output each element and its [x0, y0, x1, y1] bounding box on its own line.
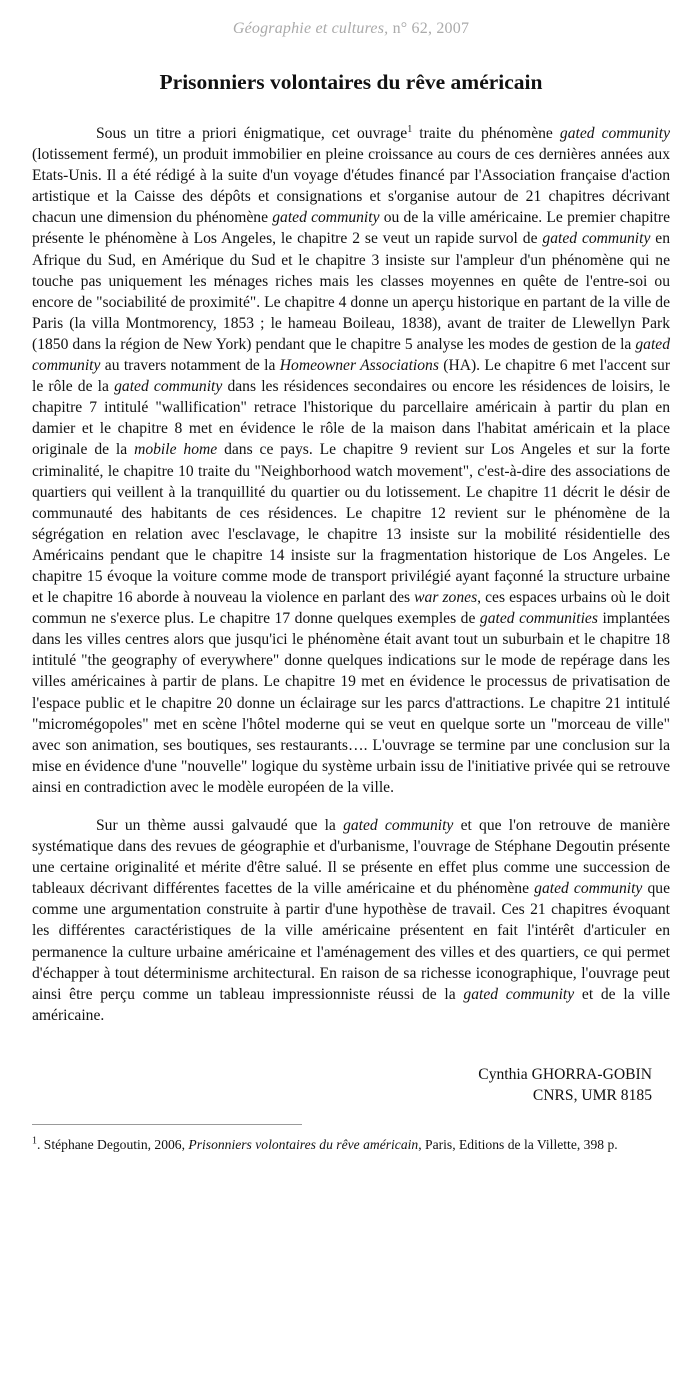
- italic-term: gated community: [343, 817, 454, 834]
- italic-term: gated community: [463, 985, 575, 1003]
- paragraph-assessment: [32, 815, 670, 1026]
- text-run: Sous un titre a priori énigmatique, cet ouvrage: [96, 125, 408, 142]
- author-name: Cynthia GHORRA-GOBIN: [478, 1065, 652, 1083]
- running-header: [32, 0, 670, 42]
- text-run: et que l'on retrouve de manière systématique dans des revues de géographie et d'urbanisme, l'ouvrage de Stéphane Degoutin présente une certaine originalité et mérite d'être salué. Il se présente en effet plus comme une succession de tableaux décrivant différentes facettes de la ville américaine et du phénomène: [32, 817, 671, 898]
- text-run: dans ce pays. Le chapitre 9 revient sur Los Angeles et sur la forte criminalité, le chapitre 10 traite du "Neighborhood watch movement", c'est-à-dire des associations de quartiers qui veillent à la tranquillité du quartier ou du lotissement. Le chapitre 11 décrit le désir de communauté des habitants de ces résidences. Le chapitre 12 revient sur le phénomène de la ségrégation en relation avec l'esclavage, le chapitre 13 insiste sur la mobilité résidentielle des Américains pendant que le chapitre 14 insiste sur la fragmentation historique de Los Angeles. Le chapitre 15 évoque la voiture comme mode de transport privilégié ayant façonné la structure urbaine et le chapitre 16 aborde à nouveau la violence en parlant des: [32, 441, 670, 607]
- italic-term: gated community: [32, 335, 670, 375]
- italic-term: gated communities: [479, 610, 598, 628]
- text-run: dans les résidences secondaires ou encore les résidences de loisirs, le chapitre 7 intitulé "wallification" retrace l'historique du parcellaire américain à partir du plan en damier et le chapitre 8 met en évidence le rôle de la maison dans l'habitat américain et la place originale de la: [32, 378, 670, 459]
- italic-term: war zones: [414, 589, 478, 607]
- text-run: en Afrique du Sud, en Amérique du Sud et le chapitre 3 insiste sur l'ampleur d'un phénomène qui ne touche pas uniquement les ménages riches mais les classes moyennes en quête de l'entre-soi ou encore de "sociabilité de proximité". Le chapitre 4 donne un aperçu historique en partant de la ville de Paris (la villa Montmorency, 1853 ; le hameau Boileau, 1838), avant de traiter de Llewellyn Park (1850 dans la région de New York) pendant que le chapitre 5 analyse les modes de gestion de la: [32, 230, 670, 353]
- article-title: Prisonniers volontaires du rêve américain: [159, 70, 543, 94]
- journal-name: Géographie et cultures,: [232, 20, 389, 37]
- italic-term: Homeowner Associations: [279, 357, 439, 375]
- italic-term: gated community: [272, 209, 380, 227]
- italic-term: gated community: [534, 880, 643, 898]
- footnote-divider: [32, 1124, 302, 1125]
- italic-term: Prisonniers volontaires du rêve américain: [188, 1136, 419, 1152]
- author-affiliation: CNRS, UMR 8185: [532, 1086, 652, 1104]
- italic-term: mobile home: [134, 441, 218, 459]
- text-run: (HA). Le chapitre 6 met l'accent sur le rôle de la: [32, 357, 671, 396]
- text-run: , Paris, Editions de la Villette, 398 p.: [418, 1136, 618, 1152]
- author-signature: [32, 1064, 670, 1106]
- italic-term: gated community: [114, 378, 223, 396]
- text-run: et de la ville américaine.: [32, 985, 671, 1024]
- paragraph-summary: [32, 123, 670, 798]
- italic-term: gated community: [559, 125, 670, 142]
- text-run: , ces espaces urbains où le doit commun ne s'exerce plus. Le chapitre 17 donne quelques exemples de: [32, 589, 670, 628]
- text-run: Sur un thème aussi galvaudé que la: [96, 817, 344, 834]
- text-run: au travers notamment de la: [100, 357, 280, 375]
- text-run: que comme une argumentation construite à partir d'une hypothèse de travail. Ces 21 chapitres évoquant les différentes caractéristiques de la ville américaine présentent en fait l'intérêt d'articuler en permanence la culture urbaine américaine et l'aménagement des villes et des quartiers, ce qui permet d'échapper à tout déterminisme architectural. En raison de sa richesse iconographique, l'ouvrage peut ainsi être perçu comme un tableau impressionniste réussi de la: [32, 880, 670, 1003]
- text-run: (lotissement fermé), un produit immobilier en pleine croissance au cours de ces dernières années aux Etats-Unis. Il a été rédigé à la suite d'un voyage d'études financé par l'Association française d'action artistique et la Caisse des dépôts et consignations et s'organise autour de 21 chapitres décrivant chacun une dimension du phénomène: [32, 146, 670, 227]
- text-run: implantées dans les villes centres alors que jusqu'ici le phénomène était avant tout un suburbain et le chapitre 18 intitulé "the geography of everywhere" donne quelques indications sur le mode de repérage dans les villes américaines à partir de plans. Le chapitre 19 met en évidence le processus de privatisation de l'espace public et le chapitre 20 donne un éclairage sur les parcs d'attractions. Le chapitre 21 intitulé "micromégopoles" met en scène l'hôtel moderne qui se veut en quelque sorte un "morceau de ville" avec son animation, ses boutiques, ses restaurants…. L'ouvrage se termine par une conclusion sur la mise en évidence d'une "nouvelle" logique du système urbain issu de l'initiative privée qui se retrouve ainsi en contradiction avec le modèle européen de la ville.: [32, 610, 670, 796]
- footnote-marker: 1: [32, 1135, 37, 1147]
- journal-issue: n° 62, 2007: [392, 20, 470, 37]
- text-run: traite du phénomène: [412, 125, 560, 142]
- text-run: ou de la ville américaine. Le premier chapitre présente le phénomène à Los Angeles, le chapitre 2 se veut un rapide survol de: [32, 209, 671, 248]
- text-run: . Stéphane Degoutin, 2006,: [37, 1136, 189, 1152]
- footnote: [32, 1135, 670, 1154]
- footnote-reference[interactable]: 1: [407, 123, 413, 135]
- italic-term: gated community: [542, 230, 651, 248]
